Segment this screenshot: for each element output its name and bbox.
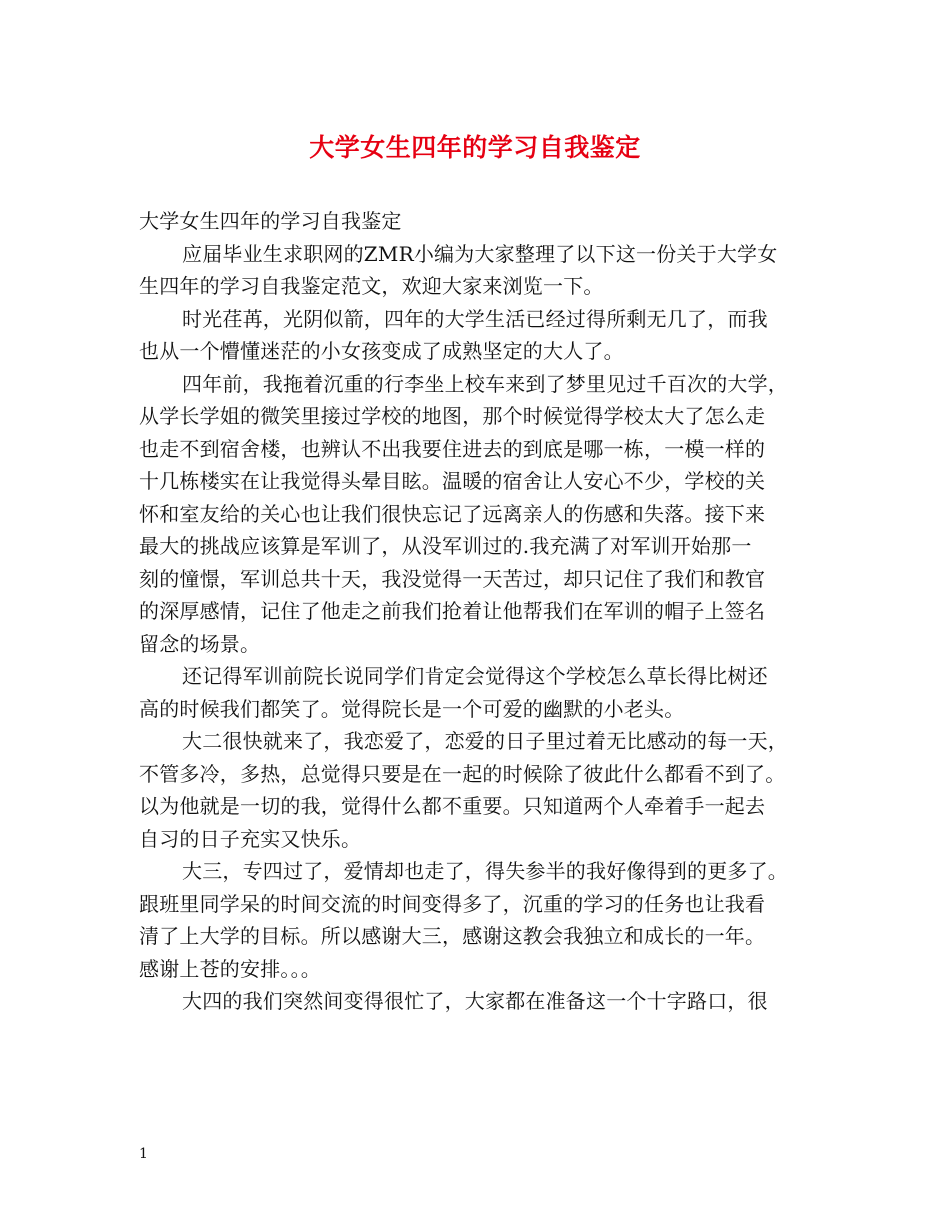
text-line: 还记得军训前院长说同学们肯定会觉得这个学校怎么草长得比树还 <box>182 664 768 688</box>
text-line: 的深厚感情，记住了他走之前我们抢着让他帮我们在军训的帽子上签名 <box>139 599 766 623</box>
text-line: 怀和室友给的关心也让我们很快忘记了远离亲人的伤感和失落。接下来 <box>139 501 766 526</box>
text-line: 跟班里同学呆的时间交流的时间变得多了，沉重的学习的任务也让我看 <box>139 891 766 916</box>
text-line: 大二很快就来了，我恋爱了，恋爱的日子里过着无比感动的每一天， <box>182 729 788 753</box>
page-number: 1 <box>139 1146 148 1162</box>
text-line: 时光荏苒，光阴似箭，四年的大学生活已经过得所剩无几了，而我 <box>182 306 768 331</box>
text-line: 感谢上苍的安排。。。 <box>139 956 321 981</box>
text-line: 大三，专四过了，爱情却也走了，得失参半的我好像得到的更多了。 <box>182 859 788 883</box>
document-body <box>139 205 824 1018</box>
text-line: 十几栋楼实在让我觉得头晕目眩。温暖的宿舍让人安心不少，学校的关 <box>139 469 766 493</box>
text-line: 以为他就是一切的我，觉得什么都不重要。只知道两个人牵着手一起去 <box>139 794 766 818</box>
text-line: 大四的我们突然间变得很忙了，大家都在准备这一个十字路口，很 <box>182 989 768 1013</box>
text-line: 不管多冷，多热，总觉得只要是在一起的时候除了彼此什么都看不到了。 <box>139 761 786 786</box>
text-line: 最大的挑战应该算是军训了，从没军训过的.我充满了对军训开始那一 <box>139 534 752 558</box>
text-line: 四年前，我拖着沉重的行李坐上校车来到了梦里见过千百次的大学， <box>182 371 788 396</box>
text-line: 留念的场景。 <box>139 631 261 656</box>
text-line: 刻的憧憬，军训总共十天，我没觉得一天苦过，却只记住了我们和教官 <box>139 566 766 591</box>
text-line: 大学女生四年的学习自我鉴定 <box>139 209 402 233</box>
text-line: 也走不到宿舍楼，也辨认不出我要住进去的到底是哪一栋，一模一样的 <box>139 436 766 461</box>
text-line: 清了上大学的目标。所以感谢大三，感谢这教会我独立和成长的一年。 <box>139 924 766 948</box>
text-line: 应届毕业生求职网的ZMR小编为大家整理了以下这一份关于大学女 <box>182 241 778 266</box>
text-line: 从学长学姐的微笑里接过学校的地图，那个时候觉得学校太大了怎么走 <box>139 404 766 428</box>
document-title: 大学女生四年的学习自我鉴定 <box>309 133 641 162</box>
text-line: 自习的日子充实又快乐。 <box>139 826 362 851</box>
text-line: 高的时候我们都笑了。觉得院长是一个可爱的幽默的小老头。 <box>139 696 685 721</box>
text-line: 生四年的学习自我鉴定范文，欢迎大家来浏览一下。 <box>139 274 604 298</box>
text-line: 也从一个懵懂迷茫的小女孩变成了成熟坚定的大人了。 <box>139 339 624 363</box>
